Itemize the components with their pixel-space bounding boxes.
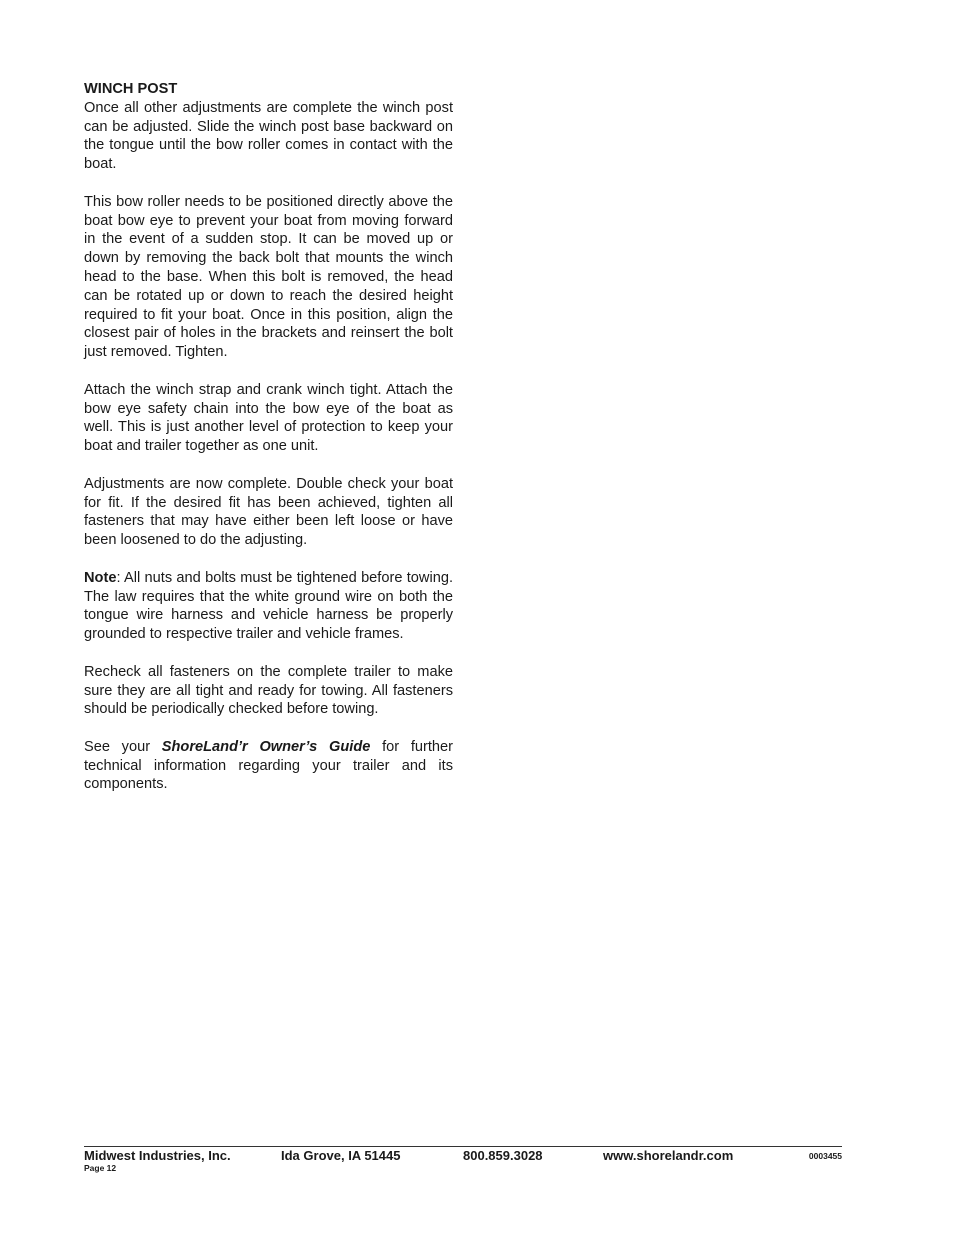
paragraph-winch-strap: Attach the winch strap and crank winch tight. Attach the bow eye safety chain into the bow eye of the boat as well. This is just another level of protection to keep your boat and trailer together as one unit.	[84, 381, 453, 455]
footer-page-number: Page 12	[84, 1163, 117, 1173]
footer-company: Midwest Industries, Inc.	[84, 1148, 231, 1163]
note-label: Note	[84, 569, 117, 586]
main-text-column	[84, 80, 453, 813]
paragraph-bow-roller: This bow roller needs to be positioned directly above the boat bow eye to prevent your boat from moving forward in the event of a sudden stop. It can be moved up or down by removing the back bolt that mounts the winch head to the base. When this bolt is removed, the head can be rotated up or down to reach the desired height required to fit your boat. Once in this position, align the closest pair of holes in the brackets and reinsert the bolt just removed. Tighten.	[84, 193, 453, 361]
guide-after: for further technical information regarding your trailer and its components.	[84, 738, 454, 793]
footer-website: www.shorelandr.com	[603, 1148, 734, 1163]
guide-before: See your	[84, 738, 162, 755]
footer-city: Ida Grove, IA 51445	[281, 1148, 401, 1163]
paragraph-note	[84, 569, 453, 644]
paragraph-winch-adjust: Once all other adjustments are complete the winch post can be adjusted. Slide the winch post base backward on the tongue until the bow roller comes in contact with the boat.	[84, 99, 453, 173]
footer-document-code: 0003455	[808, 1151, 842, 1161]
guide-title: ShoreLand’r Owner’s Guide	[161, 738, 371, 755]
paragraph-owners-guide	[84, 738, 453, 794]
footer-phone: 800.859.3028	[463, 1148, 543, 1163]
section-heading: WINCH POST	[84, 81, 178, 97]
paragraph-adjustments-complete: Adjustments are now complete. Double check your boat for fit. If the desired fit has been achieved, tighten all fasteners that may have either been left loose or have been loosened to do the adjusting.	[84, 475, 453, 549]
note-text: : All nuts and bolts must be tightened before towing. The law requires that the white ground wire on both the tongue wire harness and vehicle harness be properly grounded to respective trailer and vehicle frames.	[84, 569, 453, 643]
paragraph-recheck: Recheck all fasteners on the complete trailer to make sure they are all tight and ready for towing. All fasteners should be periodically checked before towing.	[84, 663, 453, 718]
footer-divider	[84, 1146, 842, 1147]
